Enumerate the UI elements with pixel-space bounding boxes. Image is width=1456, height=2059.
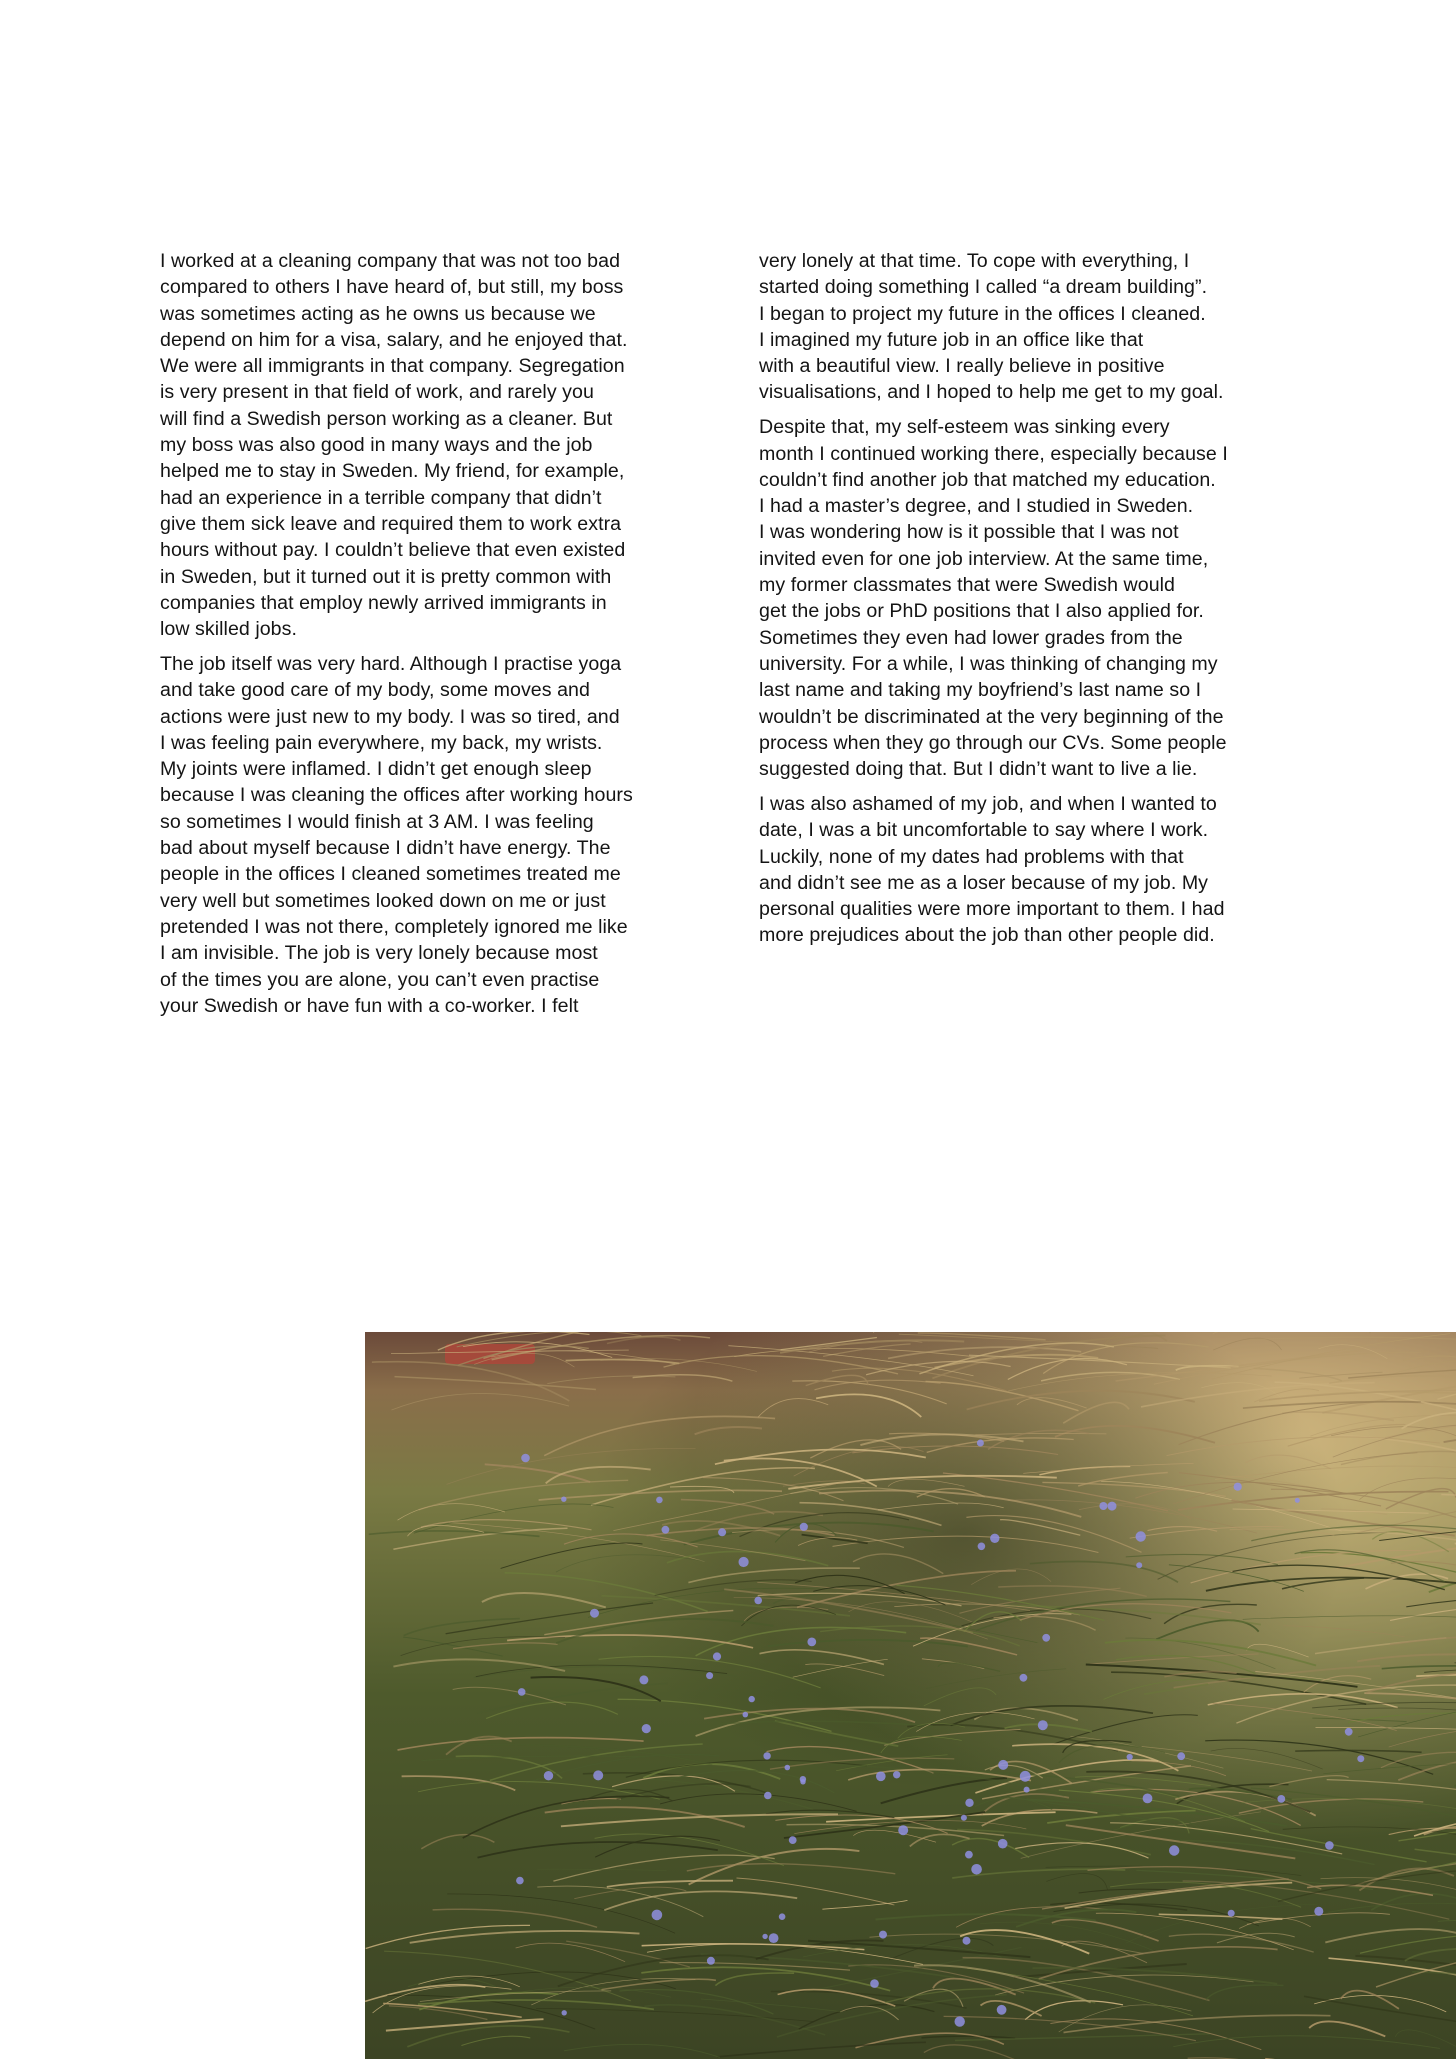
flower: [763, 1752, 770, 1759]
flower: [656, 1497, 663, 1504]
text-line: and didn’t see me as a loser because of my job. My: [759, 871, 1209, 894]
text-line: and take good care of my body, some moves and: [160, 679, 590, 702]
flower: [1127, 1754, 1133, 1760]
flower: [800, 1523, 808, 1531]
flower: [998, 1760, 1008, 1770]
text-line: visualisations, and I hoped to help me get to my goal.: [759, 381, 1224, 404]
flower: [1020, 1674, 1028, 1682]
flower: [1143, 1794, 1153, 1804]
flower: [789, 1836, 797, 1844]
paragraph: [160, 248, 716, 642]
flower: [893, 1771, 900, 1778]
flower: [561, 1497, 566, 1502]
flower: [1295, 1498, 1300, 1503]
flower: [764, 1792, 772, 1800]
text-line: give them sick leave and required them to work extra: [160, 512, 622, 535]
flower: [1277, 1795, 1285, 1803]
flower: [642, 1724, 651, 1733]
flower: [785, 1765, 791, 1771]
text-line: companies that employ newly arrived immigrants in: [160, 591, 607, 614]
grass-flowers-photo: [365, 1332, 1456, 2059]
paragraph: [160, 651, 716, 1019]
text-line: process when they go through our CVs. Some people: [759, 731, 1227, 754]
flower: [876, 1772, 886, 1782]
flower: [1177, 1752, 1185, 1760]
text-line: My joints were inflamed. I didn’t get enough sleep: [160, 758, 592, 781]
flower: [662, 1526, 670, 1534]
flower: [1228, 1910, 1235, 1917]
text-line: more prejudices about the job than other people did.: [759, 924, 1215, 947]
text-line: get the jobs or PhD positions that I also applied for.: [759, 600, 1204, 623]
flower: [1314, 1907, 1323, 1916]
flower: [1099, 1502, 1107, 1510]
flower: [1042, 1634, 1050, 1642]
text-line: in Sweden, but it turned out it is pretty common with: [160, 565, 612, 588]
flower: [562, 2010, 567, 2015]
text-line: had an experience in a terrible company that didn’t: [160, 486, 602, 509]
text-line: people in the offices I cleaned sometimes treated me: [160, 863, 621, 886]
text-line: couldn’t find another job that matched my education.: [759, 468, 1216, 491]
flower: [963, 1937, 971, 1945]
text-line: is very present in that field of work, and rarely you: [160, 381, 594, 404]
text-line: last name and taking my boyfriend’s last name so I: [759, 679, 1202, 702]
text-line: bad about myself because I didn’t have energy. The: [160, 837, 611, 860]
text-line: your Swedish or have fun with a co-worker. I felt: [160, 994, 579, 1017]
text-line: Sometimes they even had lower grades from the: [759, 626, 1183, 649]
text-line: personal qualities were more important to them. I had: [759, 898, 1225, 921]
flower: [978, 1543, 986, 1551]
text-line: Luckily, none of my dates had problems with that: [759, 845, 1184, 868]
flower: [707, 1957, 715, 1965]
flower: [718, 1528, 726, 1536]
text-line: date, I was a bit uncomfortable to say where I work.: [759, 819, 1209, 842]
text-column-right: [759, 248, 1315, 949]
flower: [977, 1440, 984, 1447]
flower: [713, 1652, 721, 1660]
text-line: I began to project my future in the offices I cleaned.: [759, 302, 1206, 325]
text-line: of the times you are alone, you can’t even practise: [160, 968, 600, 991]
flower: [879, 1931, 887, 1939]
flower: [1325, 1841, 1334, 1850]
text-line: wouldn’t be discriminated at the very beginning of the: [759, 705, 1224, 728]
flower: [706, 1672, 713, 1679]
flower: [749, 1696, 755, 1702]
paragraph: [759, 248, 1315, 406]
flower: [762, 1934, 767, 1939]
flower: [965, 1799, 973, 1807]
text-line: Despite that, my self-esteem was sinking every: [759, 416, 1170, 439]
text-line: month I continued working there, especially because I: [759, 442, 1228, 465]
flower: [965, 1851, 973, 1859]
flower: [1024, 1787, 1030, 1793]
text-line: invited even for one job interview. At the same time,: [759, 547, 1209, 570]
flower: [639, 1675, 648, 1684]
flower: [955, 2016, 965, 2026]
flower: [739, 1557, 749, 1567]
flower: [544, 1771, 553, 1780]
text-line: very well but sometimes looked down on me or just: [160, 889, 606, 912]
text-line: hours without pay. I couldn’t believe that even existed: [160, 539, 626, 562]
flower: [521, 1454, 530, 1463]
text-line: I imagined my future job in an office like that: [759, 328, 1144, 351]
flower: [807, 1638, 816, 1647]
text-line: We were all immigrants in that company. Segregation: [160, 355, 625, 378]
flower: [998, 1839, 1008, 1849]
text-line: The job itself was very hard. Although I practise yoga: [160, 652, 622, 675]
flower: [779, 1913, 786, 1920]
flower: [518, 1688, 526, 1696]
flower: [870, 1979, 879, 1988]
text-line: actions were just new to my body. I was so tired, and: [160, 705, 620, 728]
text-line: I was feeling pain everywhere, my back, my wrists.: [160, 731, 603, 754]
flower: [1357, 1755, 1364, 1762]
text-line: suggested doing that. But I didn’t want to live a lie.: [759, 758, 1198, 781]
text-line: because I was cleaning the offices after working hours: [160, 784, 633, 807]
photo-illustration: [365, 1332, 1456, 2059]
text-line: my boss was also good in many ways and the job: [160, 434, 593, 457]
text-line: I was wondering how is it possible that I was not: [759, 521, 1179, 544]
flower: [1038, 1720, 1048, 1730]
text-line: very lonely at that time. To cope with everything, I: [759, 250, 1190, 272]
text-column-left: [160, 248, 716, 1019]
flower: [590, 1609, 599, 1618]
flower: [971, 1864, 982, 1875]
flower: [997, 2005, 1007, 2015]
flower: [990, 1534, 999, 1543]
text-line: I worked at a cleaning company that was not too bad: [160, 250, 621, 272]
flower: [593, 1770, 603, 1780]
text-line: was sometimes acting as he owns us because we: [160, 302, 596, 325]
text-line: helped me to stay in Sweden. My friend, for example,: [160, 460, 625, 483]
flower: [1234, 1483, 1242, 1491]
flower: [652, 1910, 663, 1921]
text-line: with a beautiful view. I really believe in positive: [759, 355, 1165, 378]
text-line: depend on him for a visa, salary, and he enjoyed that.: [160, 328, 628, 351]
text-line: pretended I was not there, completely ignored me like: [160, 915, 628, 938]
text-line: my former classmates that were Swedish would: [759, 574, 1175, 597]
paragraph: [759, 791, 1315, 949]
text-line: so sometimes I would finish at 3 AM. I was feeling: [160, 810, 594, 833]
flower: [1136, 1562, 1142, 1568]
flower: [743, 1712, 749, 1718]
text-line: will find a Swedish person working as a cleaner. But: [160, 407, 613, 430]
flower: [1020, 1771, 1031, 1782]
flower: [1345, 1728, 1353, 1736]
text-line: I was also ashamed of my job, and when I wanted to: [759, 792, 1217, 815]
text-line: started doing something I called “a dream building”.: [759, 276, 1208, 299]
flower: [516, 1877, 524, 1885]
flower: [961, 1815, 967, 1821]
text-line: I had a master’s degree, and I studied in Sweden.: [759, 495, 1194, 518]
text-line: I am invisible. The job is very lonely because most: [160, 942, 598, 965]
flower: [769, 1933, 779, 1943]
text-line: compared to others I have heard of, but still, my boss: [160, 276, 624, 299]
paragraph: [759, 414, 1315, 782]
flower: [1136, 1531, 1146, 1541]
flower: [1169, 1845, 1179, 1855]
flower: [898, 1825, 908, 1835]
flower: [800, 1779, 805, 1784]
flower: [754, 1597, 762, 1605]
flower: [1108, 1502, 1117, 1511]
text-line: low skilled jobs.: [160, 618, 297, 641]
text-line: university. For a while, I was thinking of changing my: [759, 652, 1218, 675]
